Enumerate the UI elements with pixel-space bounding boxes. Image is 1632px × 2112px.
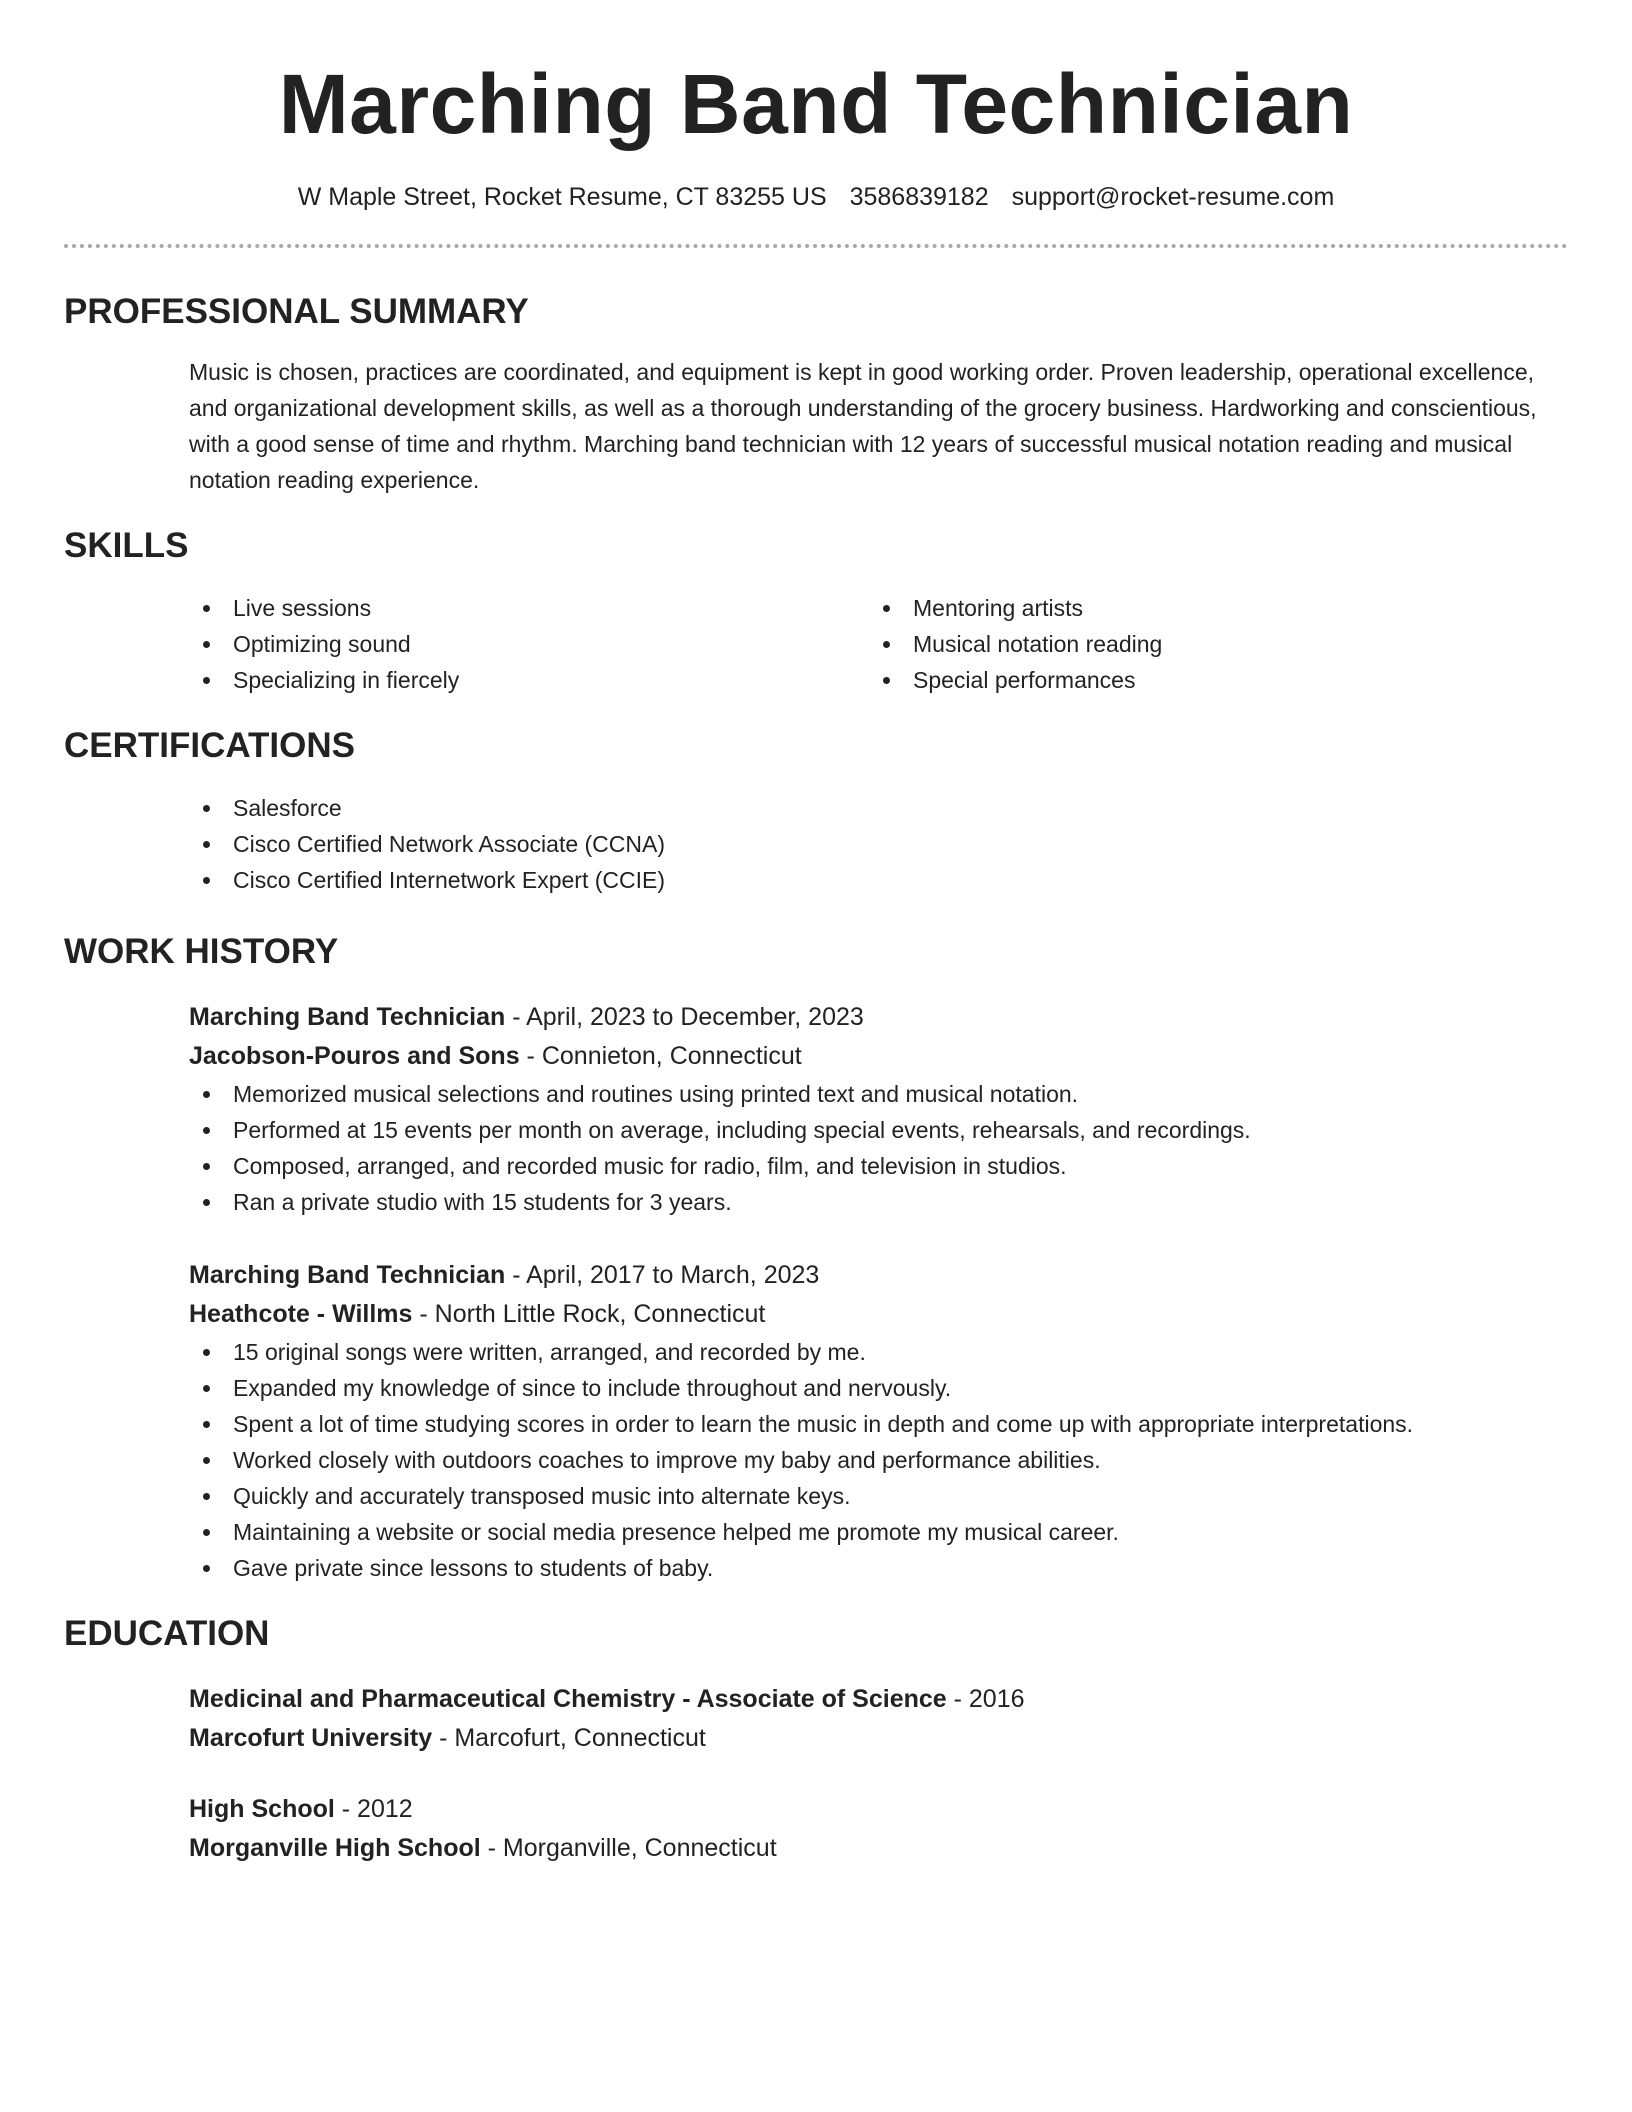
skill-item: Specializing in fiercely bbox=[189, 662, 869, 698]
header-divider bbox=[64, 244, 1568, 248]
education-school-line bbox=[189, 1719, 1568, 1758]
job-bullet: Performed at 15 events per month on average, including special events, rehearsals, and recordings. bbox=[189, 1112, 1568, 1148]
education-year: - 2012 bbox=[334, 1795, 413, 1823]
skills-grid bbox=[189, 590, 1568, 698]
education-section-title: EDUCATION bbox=[64, 1614, 270, 1653]
education-school: Marcofurt University bbox=[189, 1724, 433, 1752]
education-degree: Medicinal and Pharmaceutical Chemistry - Associate of Science bbox=[189, 1685, 947, 1713]
skill-item: Optimizing sound bbox=[189, 626, 869, 662]
job-bullet-list bbox=[189, 1076, 1568, 1220]
skills-column-right bbox=[869, 590, 1549, 698]
job-company: Jacobson-Pouros and Sons bbox=[189, 1042, 520, 1070]
job-location: - North Little Rock, Connecticut bbox=[412, 1300, 766, 1328]
skill-item: Musical notation reading bbox=[869, 626, 1549, 662]
job-company-line bbox=[189, 1037, 1568, 1076]
certification-item: Salesforce bbox=[189, 790, 1568, 826]
job-bullet: Spent a lot of time studying scores in order to learn the music in depth and come up with appropriate interpretations. bbox=[189, 1406, 1568, 1442]
job-dates: - April, 2017 to March, 2023 bbox=[505, 1261, 820, 1289]
education-degree: High School bbox=[189, 1795, 335, 1823]
education-year: - 2016 bbox=[946, 1685, 1025, 1713]
resume-name-heading: Marching Band Technician bbox=[278, 57, 1354, 151]
certification-item: Cisco Certified Internetwork Expert (CCIE) bbox=[189, 862, 1568, 898]
job-role-line bbox=[189, 1256, 1568, 1295]
job-role: Marching Band Technician bbox=[189, 1003, 506, 1031]
education-location: - Marcofurt, Connecticut bbox=[432, 1724, 706, 1752]
job-company-line bbox=[189, 1295, 1568, 1334]
job-bullet: Gave private since lessons to students of baby. bbox=[189, 1550, 1568, 1586]
job-location: - Connieton, Connecticut bbox=[519, 1042, 802, 1070]
education-school: Morganville High School bbox=[189, 1834, 481, 1862]
skill-item: Live sessions bbox=[189, 590, 869, 626]
certification-item: Cisco Certified Network Associate (CCNA) bbox=[189, 826, 1568, 862]
job-bullet: Quickly and accurately transposed music into alternate keys. bbox=[189, 1478, 1568, 1514]
job-entry bbox=[189, 1256, 1568, 1586]
skill-item: Special performances bbox=[869, 662, 1549, 698]
work-history-section-title: WORK HISTORY bbox=[64, 932, 339, 971]
certifications-list bbox=[189, 790, 1568, 898]
job-bullet: Expanded my knowledge of since to include throughout and nervously. bbox=[189, 1370, 1568, 1406]
email-text: support@rocket-resume.com bbox=[1011, 183, 1335, 211]
job-role: Marching Band Technician bbox=[189, 1261, 506, 1289]
education-entry bbox=[189, 1790, 1568, 1868]
job-bullet: 15 original songs were written, arranged, and recorded by me. bbox=[189, 1334, 1568, 1370]
job-dates: - April, 2023 to December, 2023 bbox=[505, 1003, 864, 1031]
resume-page bbox=[64, 0, 1568, 1868]
job-bullet: Ran a private studio with 15 students for 3 years. bbox=[189, 1184, 1568, 1220]
job-entry bbox=[189, 998, 1568, 1220]
summary-section-title: PROFESSIONAL SUMMARY bbox=[64, 292, 529, 331]
job-bullet: Composed, arranged, and recorded music for radio, film, and television in studios. bbox=[189, 1148, 1568, 1184]
job-bullet: Maintaining a website or social media presence helped me promote my musical career. bbox=[189, 1514, 1568, 1550]
education-location: - Morganville, Connecticut bbox=[480, 1834, 777, 1862]
skill-item: Mentoring artists bbox=[869, 590, 1549, 626]
address-text: W Maple Street, Rocket Resume, CT 83255 US bbox=[297, 183, 827, 211]
skills-column-left bbox=[189, 590, 869, 698]
job-bullet: Worked closely with outdoors coaches to improve my baby and performance abilities. bbox=[189, 1442, 1568, 1478]
contact-line bbox=[64, 180, 1568, 214]
skills-section-title: SKILLS bbox=[64, 526, 189, 565]
certifications-section-title: CERTIFICATIONS bbox=[64, 726, 356, 765]
education-entry bbox=[189, 1680, 1568, 1758]
job-role-line bbox=[189, 998, 1568, 1037]
education-degree-line bbox=[189, 1790, 1568, 1829]
education-degree-line bbox=[189, 1680, 1568, 1719]
education-school-line bbox=[189, 1829, 1568, 1868]
job-company: Heathcote - Willms bbox=[189, 1300, 413, 1328]
job-bullet: Memorized musical selections and routines using printed text and musical notation. bbox=[189, 1076, 1568, 1112]
job-bullet-list bbox=[189, 1334, 1568, 1586]
summary-paragraph: Music is chosen, practices are coordinated, and equipment is kept in good working order. Proven leadership, operational excellence, and organizational development skills, as well as a thorough understanding of the grocery business. Hardworking and conscientious, with a good sense of time and rhythm. Marching band technician with 12 years of successful musical notation reading and musical notation reading experience. bbox=[189, 359, 1537, 493]
phone-text: 3586839182 bbox=[849, 183, 989, 211]
